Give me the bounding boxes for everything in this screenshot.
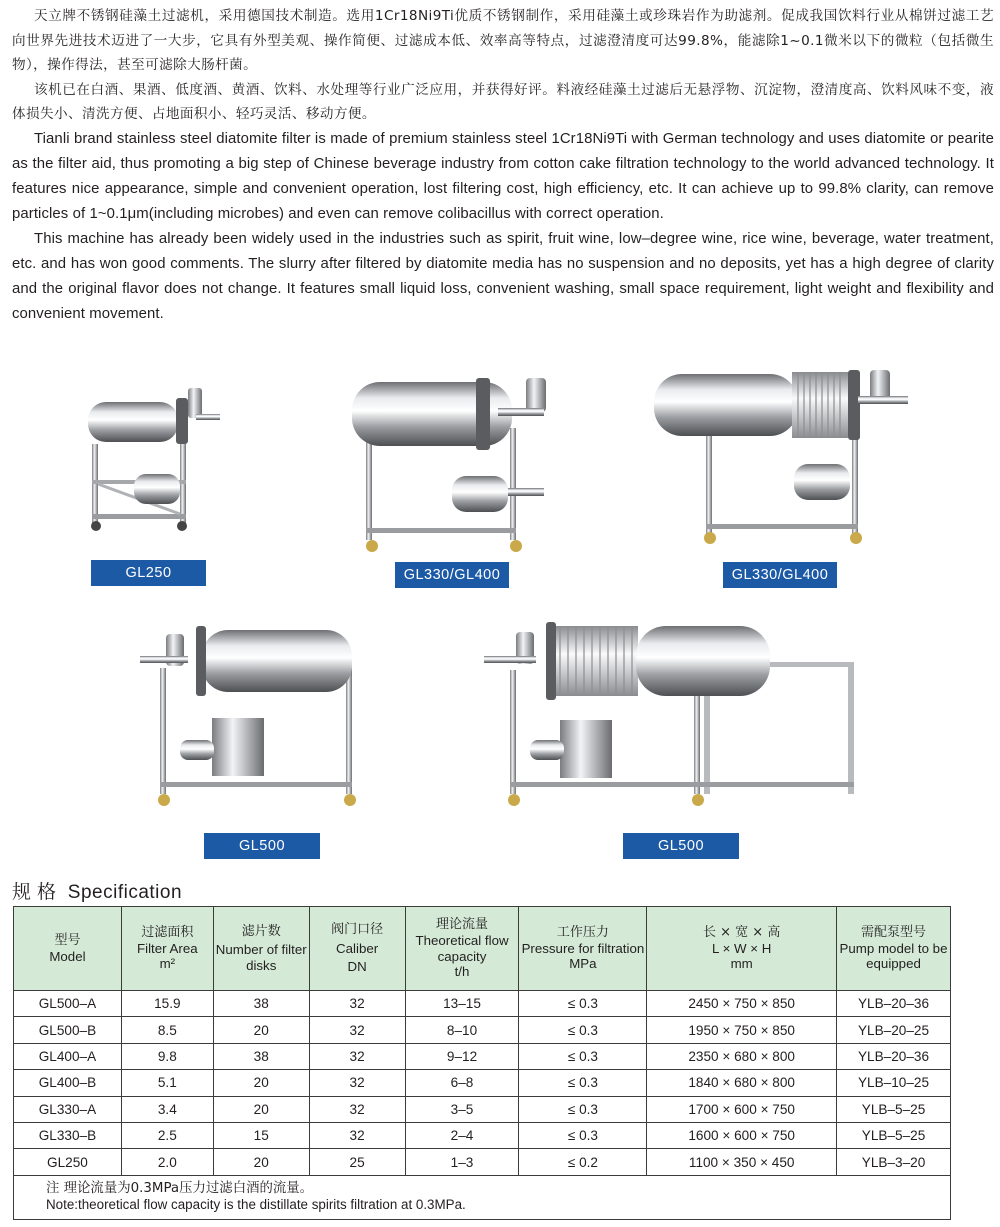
cell-dimensions: 2450 × 750 × 850 bbox=[647, 991, 837, 1017]
cell-model: GL500–A bbox=[14, 991, 122, 1017]
header-model: 型号 Model bbox=[14, 907, 122, 991]
cell-pump-model: YLB–5–25 bbox=[837, 1122, 951, 1148]
cell-caliber: 32 bbox=[309, 1070, 405, 1096]
machine-image-gl250 bbox=[84, 384, 224, 534]
cell-dimensions: 1600 × 600 × 750 bbox=[647, 1122, 837, 1148]
table-row bbox=[14, 1043, 951, 1069]
cell-pump-model: YLB–3–20 bbox=[837, 1149, 951, 1175]
cell-flow-capacity: 6–8 bbox=[405, 1070, 519, 1096]
cell-pump-model: YLB–20–25 bbox=[837, 1017, 951, 1043]
cell-pump-model: YLB–5–25 bbox=[837, 1096, 951, 1122]
spec-title-en: Specification bbox=[67, 882, 183, 903]
cell-pressure: ≤ 0.3 bbox=[519, 991, 647, 1017]
cell-model: GL330–B bbox=[14, 1122, 122, 1148]
model-tag-gl500-a: GL500 bbox=[204, 833, 320, 859]
spec-table bbox=[13, 906, 951, 1220]
cell-pump-model: YLB–20–36 bbox=[837, 1043, 951, 1069]
header-pump-model: 需配泵型号 Pump model to be equipped bbox=[837, 907, 951, 991]
intro-zh-paragraph-2: 该机已在白酒、果酒、低度酒、黄酒、饮料、水处理等行业广泛应用，并获得好评。料液经硅藻土过滤后无悬浮物、沉淀物，澄清度高、饮料风味不变，液体损失小、清洗方便、占地面积小、轻巧灵活、移动方便。 bbox=[12, 81, 994, 123]
machine-image-gl330-gl400-b bbox=[652, 366, 914, 546]
machine-image-gl500-b bbox=[480, 610, 860, 810]
machine-image-gl500-a bbox=[136, 614, 376, 810]
cell-model: GL400–A bbox=[14, 1043, 122, 1069]
cell-filter-area: 2.5 bbox=[121, 1122, 213, 1148]
table-row bbox=[14, 1149, 951, 1175]
cell-filter-disks: 20 bbox=[213, 1096, 309, 1122]
table-row bbox=[14, 1096, 951, 1122]
cell-model: GL330–A bbox=[14, 1096, 122, 1122]
cell-filter-area: 5.1 bbox=[121, 1070, 213, 1096]
cell-pressure: ≤ 0.3 bbox=[519, 1043, 647, 1069]
header-dimensions: 长 × 宽 × 高 L × W × H mm bbox=[647, 907, 837, 991]
cell-filter-disks: 38 bbox=[213, 991, 309, 1017]
cell-model: GL250 bbox=[14, 1149, 122, 1175]
cell-dimensions: 1100 × 350 × 450 bbox=[647, 1149, 837, 1175]
model-tag-gl330-gl400-b: GL330/GL400 bbox=[723, 562, 837, 588]
cell-filter-area: 2.0 bbox=[121, 1149, 213, 1175]
intro-text bbox=[12, 4, 994, 327]
cell-pump-model: YLB–20–36 bbox=[837, 991, 951, 1017]
cell-filter-area: 15.9 bbox=[121, 991, 213, 1017]
intro-zh-paragraph-1: 天立牌不锈钢硅藻土过滤机，采用德国技术制造。选用1Cr18Ni9Ti优质不锈钢制作，采用硅藻土或珍珠岩作为助滤剂。促成我国饮料行业从棉饼过滤工艺向世界先进技术迈进了一大步，它具有外型美观、操作简便、过滤成本低、效率高等特点，过滤澄清度可达99.8%，能滤除1~0.1微米以下的微粒（包括微生物），操作得法，甚至可滤除大肠杆菌。 bbox=[12, 8, 994, 74]
cell-flow-capacity: 3–5 bbox=[405, 1096, 519, 1122]
cell-filter-area: 8.5 bbox=[121, 1017, 213, 1043]
spec-note-row bbox=[14, 1175, 951, 1219]
cell-flow-capacity: 2–4 bbox=[405, 1122, 519, 1148]
table-row bbox=[14, 991, 951, 1017]
cell-pressure: ≤ 0.3 bbox=[519, 1070, 647, 1096]
cell-flow-capacity: 9–12 bbox=[405, 1043, 519, 1069]
spec-note bbox=[14, 1175, 951, 1219]
cell-filter-area: 9.8 bbox=[121, 1043, 213, 1069]
cell-caliber: 32 bbox=[309, 1096, 405, 1122]
table-row bbox=[14, 1017, 951, 1043]
spec-header-row bbox=[14, 907, 951, 991]
cell-pump-model: YLB–10–25 bbox=[837, 1070, 951, 1096]
cell-model: GL500–B bbox=[14, 1017, 122, 1043]
spec-title bbox=[12, 877, 182, 904]
cell-pressure: ≤ 0.3 bbox=[519, 1122, 647, 1148]
table-row bbox=[14, 1070, 951, 1096]
cell-caliber: 32 bbox=[309, 1122, 405, 1148]
cell-filter-disks: 20 bbox=[213, 1070, 309, 1096]
header-filter-disks: 滤片数 Number of filter disks bbox=[213, 907, 309, 991]
cell-filter-disks: 20 bbox=[213, 1017, 309, 1043]
cell-dimensions: 1840 × 680 × 800 bbox=[647, 1070, 837, 1096]
cell-caliber: 32 bbox=[309, 1043, 405, 1069]
cell-caliber: 25 bbox=[309, 1149, 405, 1175]
cell-flow-capacity: 8–10 bbox=[405, 1017, 519, 1043]
model-tag-gl330-gl400-a: GL330/GL400 bbox=[395, 562, 509, 588]
header-filter-area: 过滤面积 Filter Area m² bbox=[121, 907, 213, 991]
spec-table-body bbox=[14, 991, 951, 1176]
header-flow-capacity: 理论流量 Theoretical flow capacity t/h bbox=[405, 907, 519, 991]
cell-filter-disks: 20 bbox=[213, 1149, 309, 1175]
header-caliber: 阀门口径 Caliber DN bbox=[309, 907, 405, 991]
cell-pressure: ≤ 0.3 bbox=[519, 1017, 647, 1043]
cell-pressure: ≤ 0.3 bbox=[519, 1096, 647, 1122]
cell-flow-capacity: 1–3 bbox=[405, 1149, 519, 1175]
cell-pressure: ≤ 0.2 bbox=[519, 1149, 647, 1175]
cell-dimensions: 2350 × 680 × 800 bbox=[647, 1043, 837, 1069]
machine-image-gl330-gl400-a bbox=[348, 368, 554, 554]
cell-caliber: 32 bbox=[309, 1017, 405, 1043]
cell-filter-disks: 38 bbox=[213, 1043, 309, 1069]
header-pressure: 工作压力 Pressure for filtration MPa bbox=[519, 907, 647, 991]
cell-caliber: 32 bbox=[309, 991, 405, 1017]
cell-dimensions: 1700 × 600 × 750 bbox=[647, 1096, 837, 1122]
intro-en-paragraph-1: Tianli brand stainless steel diatomite filter is made of premium stainless steel 1Cr18Ni9Ti with German technology and uses diatomite or pearite as the filter aid, thus promoting a big step of Chinese beverage industry from cotton cake filtration technology to the world advanced technology. It features nice appearance, simple and convenient operation, lost filtering cost, high efficiency, etc. It can achieve up to 99.8% clarity, can remove particles of 1~0.1μm(including microbes) and even can remove colibacillus with correct operation. bbox=[12, 130, 994, 222]
model-tag-gl500-b: GL500 bbox=[623, 833, 739, 859]
spec-note-zh: 注 理论流量为0.3MPa压力过滤白酒的流量。 bbox=[46, 1181, 314, 1197]
cell-filter-area: 3.4 bbox=[121, 1096, 213, 1122]
cell-filter-disks: 15 bbox=[213, 1122, 309, 1148]
cell-model: GL400–B bbox=[14, 1070, 122, 1096]
cell-flow-capacity: 13–15 bbox=[405, 991, 519, 1017]
spec-title-zh: 规格 bbox=[12, 881, 63, 903]
model-tag-gl250: GL250 bbox=[91, 560, 206, 586]
intro-en-paragraph-2: This machine has already been widely used in the industries such as spirit, fruit wine, low–degree wine, rice wine, beverage, water treatment, etc. and has won good comments. The slurry after filtered by diatomite media has no suspension and no deposits, yet has a high degree of clarity and the original flavor does not change. It features small liquid loss, convenient washing, small space requirement, light weight and flexibility and convenient movement. bbox=[12, 230, 994, 322]
spec-note-en: Note:theoretical flow capacity is the distillate spirits filtration at 0.3MPa. bbox=[46, 1197, 466, 1213]
table-row bbox=[14, 1122, 951, 1148]
cell-dimensions: 1950 × 750 × 850 bbox=[647, 1017, 837, 1043]
